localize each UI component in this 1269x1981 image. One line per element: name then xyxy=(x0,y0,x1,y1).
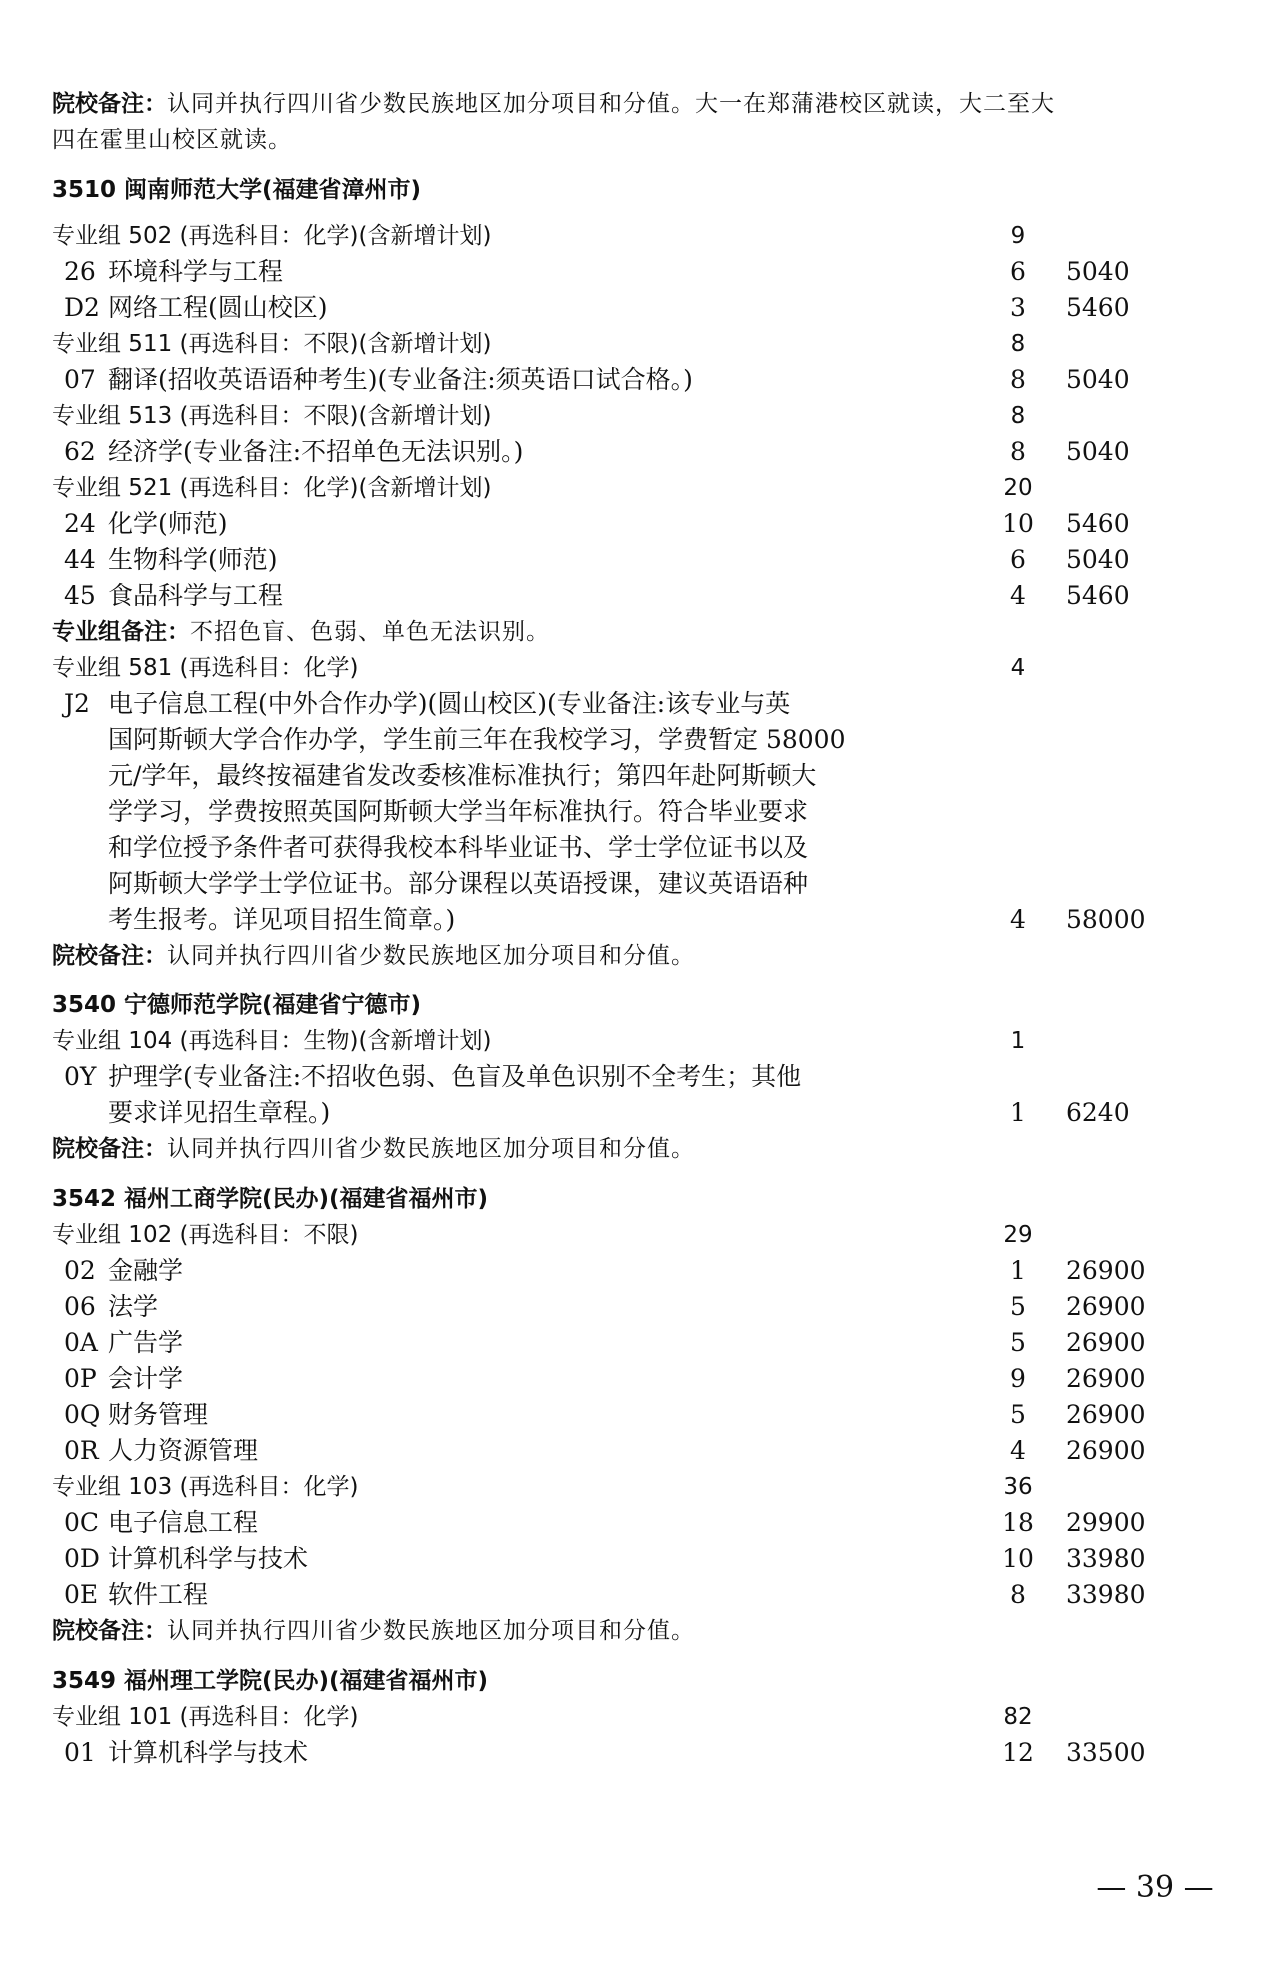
major-code: 0D xyxy=(64,1544,100,1573)
major-tuition: 29900 xyxy=(1066,1508,1146,1537)
school-title: 3510 闽南师范大学(福建省漳州市) xyxy=(52,177,422,203)
major-name: 经济学(专业备注:不招单色无法识别。) xyxy=(108,437,524,466)
major-name: 护理学(专业备注:不招收色弱、色盲及单色识别不全考生；其他 xyxy=(108,1062,802,1091)
major-code: 0E xyxy=(64,1580,99,1609)
remark-text: 不招色盲、色弱、单色无法识别。 xyxy=(190,619,550,645)
major-name-continuation: 要求详见招生章程。) xyxy=(108,1098,331,1127)
remark xyxy=(52,86,1055,125)
major-continuation-row xyxy=(0,902,1269,938)
school-heading xyxy=(0,987,1269,1023)
remark-continuation-line xyxy=(0,122,1269,158)
major-continuation-row xyxy=(0,1095,1269,1131)
major-tuition: 26900 xyxy=(1066,1256,1146,1285)
remark-label: 专业组备注： xyxy=(52,619,190,645)
school-title: 3540 宁德师范学院(福建省宁德市) xyxy=(52,992,422,1018)
major-code: 44 xyxy=(64,545,96,574)
major-code: 06 xyxy=(64,1292,96,1321)
school-title: 3542 福州工商学院(民办)(福建省福州市) xyxy=(52,1186,489,1212)
major-code: 07 xyxy=(64,365,96,394)
major-group-row xyxy=(0,1023,1269,1059)
major-row xyxy=(0,1397,1269,1433)
major-plan-count: 5 xyxy=(1010,1400,1026,1429)
major-code: 26 xyxy=(64,257,96,286)
major-plan-count: 6 xyxy=(1010,545,1026,574)
major-group-row xyxy=(0,398,1269,434)
group-plan-count: 8 xyxy=(1010,331,1026,357)
major-tuition: 33980 xyxy=(1066,1544,1146,1573)
major-row xyxy=(0,506,1269,542)
major-code: 0C xyxy=(64,1508,100,1537)
major-row xyxy=(0,686,1269,722)
major-plan-count: 5 xyxy=(1010,1292,1026,1321)
group-title: 专业组 103 (再选科目：化学) xyxy=(52,1474,359,1500)
major-plan-count: 3 xyxy=(1010,293,1026,322)
major-row xyxy=(0,542,1269,578)
major-code: J2 xyxy=(64,689,90,718)
major-group-row xyxy=(0,470,1269,506)
major-name-continuation: 和学位授予条件者可获得我校本科毕业证书、学士学位证书以及 xyxy=(108,833,809,862)
major-plan-count: 18 xyxy=(1002,1508,1034,1537)
major-name: 翻译(招收英语语种考生)(专业备注:须英语口试合格。) xyxy=(108,365,693,394)
remark xyxy=(52,938,695,977)
group-title: 专业组 511 (再选科目：不限)(含新增计划) xyxy=(52,331,492,357)
group-plan-count: 1 xyxy=(1010,1028,1026,1054)
group-plan-count: 36 xyxy=(1003,1474,1033,1500)
major-tuition: 26900 xyxy=(1066,1400,1146,1429)
major-code: 0P xyxy=(64,1364,97,1393)
major-name: 环境科学与工程 xyxy=(108,257,284,286)
major-tuition: 6240 xyxy=(1066,1098,1130,1127)
major-row xyxy=(0,1433,1269,1469)
major-plan-count: 8 xyxy=(1010,1580,1026,1609)
page-number: — 39 — xyxy=(1096,1870,1214,1905)
major-plan-count: 10 xyxy=(1002,1544,1034,1573)
major-tuition: 5460 xyxy=(1066,509,1130,538)
remark xyxy=(52,1131,695,1170)
major-group-row xyxy=(0,1699,1269,1735)
major-name: 财务管理 xyxy=(108,1400,209,1429)
major-row xyxy=(0,1505,1269,1541)
remark xyxy=(52,1613,695,1652)
major-code: 24 xyxy=(64,509,96,538)
major-row xyxy=(0,1289,1269,1325)
group-title: 专业组 104 (再选科目：生物)(含新增计划) xyxy=(52,1028,492,1054)
school-heading xyxy=(0,172,1269,208)
school-heading xyxy=(0,1663,1269,1699)
remark-text: 认同并执行四川省少数民族地区加分项目和分值。 xyxy=(167,1136,695,1162)
major-code: 0A xyxy=(64,1328,98,1357)
remark-text: 认同并执行四川省少数民族地区加分项目和分值。大一在郑蒲港校区就读，大二至大 xyxy=(167,91,1055,117)
major-row xyxy=(0,578,1269,614)
major-plan-count: 4 xyxy=(1010,1436,1026,1465)
major-name: 网络工程(圆山校区) xyxy=(108,293,328,322)
remark-line xyxy=(0,1613,1269,1649)
major-tuition: 26900 xyxy=(1066,1292,1146,1321)
major-plan-count: 12 xyxy=(1002,1738,1034,1767)
remark-label: 院校备注： xyxy=(52,943,167,969)
major-tuition: 33980 xyxy=(1066,1580,1146,1609)
major-row xyxy=(0,290,1269,326)
group-title: 专业组 581 (再选科目：化学) xyxy=(52,655,359,681)
major-name: 法学 xyxy=(108,1292,159,1321)
major-row xyxy=(0,1577,1269,1613)
remark-text: 认同并执行四川省少数民族地区加分项目和分值。 xyxy=(167,1618,695,1644)
major-row xyxy=(0,1325,1269,1361)
major-tuition: 26900 xyxy=(1066,1328,1146,1357)
major-code: 62 xyxy=(64,437,96,466)
major-name: 生物科学(师范) xyxy=(108,545,278,574)
group-title: 专业组 513 (再选科目：不限)(含新增计划) xyxy=(52,403,492,429)
major-name: 会计学 xyxy=(108,1364,184,1393)
major-tuition: 33500 xyxy=(1066,1738,1146,1767)
remark xyxy=(52,614,550,653)
major-plan-count: 1 xyxy=(1010,1098,1026,1127)
major-name: 电子信息工程(中外合作办学)(圆山校区)(专业备注:该专业与英 xyxy=(108,689,791,718)
major-plan-count: 1 xyxy=(1010,1256,1026,1285)
remark-line xyxy=(0,938,1269,974)
major-code: 01 xyxy=(64,1738,96,1767)
major-tuition: 5460 xyxy=(1066,581,1130,610)
major-name-continuation: 国阿斯顿大学合作办学，学生前三年在我校学习，学费暂定 58000 xyxy=(108,725,846,754)
major-tuition: 26900 xyxy=(1066,1436,1146,1465)
remark-label: 院校备注： xyxy=(52,1136,167,1162)
remark-continuation: 四在霍里山校区就读。 xyxy=(52,127,292,153)
major-plan-count: 9 xyxy=(1010,1364,1026,1393)
major-tuition: 26900 xyxy=(1066,1364,1146,1393)
major-name-continuation: 考生报考。详见项目招生简章。) xyxy=(108,905,456,934)
group-title: 专业组 101 (再选科目：化学) xyxy=(52,1704,359,1730)
major-group-row xyxy=(0,218,1269,254)
major-name-continuation: 学学习，学费按照英国阿斯顿大学当年标准执行。符合毕业要求 xyxy=(108,797,809,826)
remark-line xyxy=(0,614,1269,650)
group-plan-count: 8 xyxy=(1010,403,1026,429)
major-tuition: 5040 xyxy=(1066,545,1130,574)
major-group-row xyxy=(0,326,1269,362)
major-code: 0R xyxy=(64,1436,99,1465)
group-title: 专业组 521 (再选科目：化学)(含新增计划) xyxy=(52,475,492,501)
remark-line xyxy=(0,86,1269,122)
school-heading xyxy=(0,1181,1269,1217)
major-row xyxy=(0,434,1269,470)
group-title: 专业组 102 (再选科目：不限) xyxy=(52,1222,359,1248)
major-name-continuation: 阿斯顿大学学士学位证书。部分课程以英语授课，建议英语语种 xyxy=(108,869,809,898)
major-tuition: 5040 xyxy=(1066,437,1130,466)
major-tuition: 58000 xyxy=(1066,905,1146,934)
major-name-continuation: 元/学年，最终按福建省发改委核准标准执行；第四年赴阿斯顿大 xyxy=(108,761,817,790)
group-plan-count: 82 xyxy=(1003,1704,1033,1730)
major-tuition: 5040 xyxy=(1066,257,1130,286)
major-row xyxy=(0,254,1269,290)
major-continuation-row xyxy=(0,830,1269,866)
major-continuation-row xyxy=(0,794,1269,830)
group-plan-count: 9 xyxy=(1010,223,1026,249)
major-name: 化学(师范) xyxy=(108,509,228,538)
major-row xyxy=(0,1059,1269,1095)
major-code: 45 xyxy=(64,581,96,610)
major-name: 计算机科学与技术 xyxy=(108,1544,309,1573)
major-group-row xyxy=(0,1469,1269,1505)
major-row xyxy=(0,1361,1269,1397)
major-continuation-row xyxy=(0,866,1269,902)
major-plan-count: 8 xyxy=(1010,437,1026,466)
major-name: 食品科学与工程 xyxy=(108,581,284,610)
major-plan-count: 4 xyxy=(1010,905,1026,934)
remark-line xyxy=(0,1131,1269,1167)
major-plan-count: 6 xyxy=(1010,257,1026,286)
group-title: 专业组 502 (再选科目：化学)(含新增计划) xyxy=(52,223,492,249)
major-name: 计算机科学与技术 xyxy=(108,1738,309,1767)
major-plan-count: 8 xyxy=(1010,365,1026,394)
major-row xyxy=(0,1541,1269,1577)
major-group-row xyxy=(0,650,1269,686)
major-continuation-row xyxy=(0,722,1269,758)
major-name: 人力资源管理 xyxy=(108,1436,259,1465)
remark-label: 院校备注： xyxy=(52,91,167,117)
major-plan-count: 10 xyxy=(1002,509,1034,538)
major-name: 电子信息工程 xyxy=(108,1508,259,1537)
group-plan-count: 20 xyxy=(1003,475,1033,501)
major-row xyxy=(0,362,1269,398)
group-plan-count: 29 xyxy=(1003,1222,1033,1248)
school-title: 3549 福州理工学院(民办)(福建省福州市) xyxy=(52,1668,489,1694)
major-plan-count: 5 xyxy=(1010,1328,1026,1357)
group-plan-count: 4 xyxy=(1010,655,1026,681)
major-name: 广告学 xyxy=(108,1328,184,1357)
major-name: 金融学 xyxy=(108,1256,184,1285)
major-plan-count: 4 xyxy=(1010,581,1026,610)
major-row xyxy=(0,1253,1269,1289)
major-code: 0Q xyxy=(64,1400,101,1429)
major-row xyxy=(0,1735,1269,1771)
major-continuation-row xyxy=(0,758,1269,794)
major-code: D2 xyxy=(64,293,100,322)
major-code: 0Y xyxy=(64,1062,97,1091)
remark-label: 院校备注： xyxy=(52,1618,167,1644)
major-tuition: 5460 xyxy=(1066,293,1130,322)
major-group-row xyxy=(0,1217,1269,1253)
major-tuition: 5040 xyxy=(1066,365,1130,394)
major-name: 软件工程 xyxy=(108,1580,209,1609)
remark-text: 认同并执行四川省少数民族地区加分项目和分值。 xyxy=(167,943,695,969)
major-code: 02 xyxy=(64,1256,96,1285)
